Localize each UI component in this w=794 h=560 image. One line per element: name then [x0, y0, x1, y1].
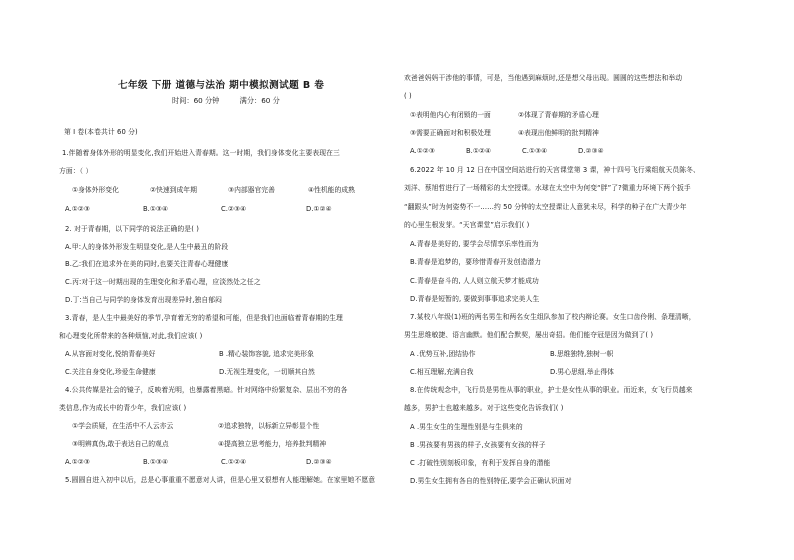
q5-statements: [410, 129, 599, 138]
statement: ②快速到成年期: [150, 186, 197, 194]
exam-info: [172, 96, 298, 106]
q7-stem: 7.某校八年级(1)班的两名男生和两名女生组队参加了校内辩论赛。女生口齿伶俐、条理清晰，: [410, 313, 696, 321]
statement: ③需要正确面对和积极处理: [410, 129, 491, 137]
choice[interactable]: A.甲:人的身体外形发生明显变化,是人生中最丑的阶段: [65, 243, 229, 251]
q3-choices: [65, 368, 315, 377]
statement: ②追求独特，以标新立异彰显个性: [218, 422, 320, 430]
statement: ①学会质疑，在生活中不人云亦云: [72, 422, 174, 430]
q7-choices: [410, 368, 614, 377]
q8-stem: 越多，男护士也越来越多。对于这些变化告诉我们( ): [404, 404, 564, 412]
choice[interactable]: B.思维独特,独树一帜: [550, 350, 614, 358]
choice[interactable]: D.男生女生拥有各自的性别特征,要学会正确认识面对: [410, 477, 572, 485]
q2-stem: 2. 对于青春期，以下同学的说法正确的是( ): [65, 225, 199, 233]
section-label: 第 I 卷(本卷共计 60 分): [64, 128, 138, 136]
q6-stem: 的心里生根发芽。“天宫课堂”启示我们( ): [404, 221, 530, 229]
choice[interactable]: D.②③④: [578, 147, 604, 155]
statement: ④性机能的成熟: [308, 186, 355, 194]
choice[interactable]: A.①②③: [410, 147, 435, 155]
choice[interactable]: C .打破性别刻板印象，有利于发挥自身的潜能: [410, 459, 551, 467]
choice[interactable]: A.①②③: [65, 205, 90, 213]
choice[interactable]: C.①②④: [221, 458, 247, 466]
choice[interactable]: C.青春是奋斗的, 人人则立航天梦才能成功: [410, 277, 539, 285]
choice[interactable]: C.关注自身变化,珍爱生命健康: [65, 368, 156, 376]
q5-choices: [410, 147, 604, 156]
choice[interactable]: C.①③④: [522, 147, 548, 155]
choice[interactable]: A.①②③: [65, 458, 90, 466]
choice[interactable]: D.②③④: [306, 458, 332, 466]
choice[interactable]: D.①②④: [306, 205, 332, 213]
exam-score: 满分：60 分: [239, 96, 280, 105]
q3-choices: [65, 350, 314, 359]
q4-stem: 4.公共传媒是社会的镜子，反映着光明，也暴露着黑暗。针对网络中纷繁复杂、层出不穷的各: [65, 386, 348, 394]
statement: ①表明他内心有闭锁的一面: [410, 111, 491, 119]
q4-statements: [72, 422, 319, 431]
choice[interactable]: D.无视生理变化，一切顺其自然: [219, 368, 315, 376]
statement: ①身体外形变化: [72, 186, 119, 194]
choice[interactable]: D.丁:当自己与同学的身体发育出现差异时,独自郁闷: [65, 296, 223, 304]
q6-stem: “翻跟头”时为何姿势不一……约 50 分钟的太空授课让人意犹未尽，科学的种子在广大青少年: [404, 203, 687, 211]
q5-stem: 5.圆圆自进入初中以后，总是心事重重不愿意对人讲，但是心里又很想有人能理解她。在家里她不愿意: [65, 476, 376, 484]
choice[interactable]: B.①③④: [143, 205, 169, 213]
q3-stem: 3.青春，是人生中最美好的季节,孕育着无穷的希望和可能，但是我们也面临着青春期的生理: [65, 314, 343, 322]
q4-stem: 类信息,作为成长中的青少年，我们应该( ): [59, 404, 187, 412]
statement: ③内部器官完善: [228, 186, 275, 194]
q3-stem: 和心理变化所带来的各种烦恼,对此,我们应该( ): [59, 332, 203, 340]
choice[interactable]: C.②③④: [221, 205, 247, 213]
choice[interactable]: B.青春是追梦的，要珍惜青春开发创造潜力: [410, 258, 542, 266]
choice[interactable]: B.①③④: [143, 458, 169, 466]
q6-stem: 6.2022 年 10 月 12 日在中国空间站进行的天宫课堂第 3 课，神十四号飞行乘组航天员陈冬、: [410, 166, 700, 174]
q1-stem: 方面：（ ）: [59, 167, 93, 175]
choice[interactable]: C.丙:对于这一时期出现的生理变化和矛盾心理，应淡然处之任之: [65, 278, 261, 286]
q1-choices: [65, 205, 332, 214]
choice[interactable]: A.从容面对变化,悦纳青春美好: [65, 350, 156, 358]
choice[interactable]: A .优势互补,团结协作: [410, 350, 476, 358]
q1-stem: 1.伴随着身体外形的明显变化,我们开始进入青春期。这一时期，我们身体变化主要表现在三: [62, 149, 340, 157]
q7-stem: 男生思维敏捷、语言幽默。他们配合默契，屡出奇招。他们能夺冠是因为做到了( ): [404, 331, 654, 339]
q8-stem: 8.在传统观念中，飞行员是男性从事的职业，护士是女性从事的职业。而近来，女飞行员越来: [410, 386, 693, 394]
statement: ②体现了青春期的矛盾心理: [518, 111, 599, 119]
choice[interactable]: B.乙:我们在追求外在美的同时,也要关注青春心理健康: [65, 260, 229, 268]
exam-time: 时间：60 分钟: [172, 96, 220, 105]
statement: ④表现出他鲜明的批判精神: [518, 129, 599, 137]
choice[interactable]: B.①②④: [466, 147, 492, 155]
q5-answer-blank: ( ): [404, 92, 412, 100]
choice[interactable]: D.青春是短暂的, 要做到事事追求完美人生: [410, 295, 540, 303]
q6-stem: 刘洋、蔡旭哲进行了一场精彩的太空授课。水球在太空中为何变“胖”了?微重力环境下两个扳手: [404, 184, 691, 192]
q4-choices: [65, 458, 332, 467]
q5-statements: [410, 111, 599, 120]
choice[interactable]: D.男心思细,举止得体: [550, 368, 614, 376]
choice[interactable]: B .精心装饰容貌, 追求完美形象: [219, 350, 314, 358]
choice[interactable]: C.相互理解,充满自我: [410, 368, 474, 376]
q7-choices: [410, 350, 613, 359]
page-title: 七年级 下册 道德与法治 期中模拟测试题 B 卷: [118, 80, 325, 91]
choice[interactable]: A.青春是美好的, 要学会尽情享乐率性而为: [410, 240, 539, 248]
statement: ④提高独立思考能力，培养批判精神: [218, 440, 327, 448]
q4-statements: [72, 440, 326, 449]
q5-stem: 欢爸爸妈妈干涉他的事情，可是，当他遇到麻烦时,还是想父母出现。圆圆的这些想法和举动: [404, 74, 683, 82]
q1-statements: [72, 186, 355, 195]
choice[interactable]: B .男孩要有男孩的样子,女孩要有女孩的样子: [410, 441, 546, 449]
choice[interactable]: A .男生女生的生理性别是与生俱来的: [410, 423, 523, 431]
statement: ③明辨真伪,敢于表达自己的观点: [72, 440, 169, 448]
